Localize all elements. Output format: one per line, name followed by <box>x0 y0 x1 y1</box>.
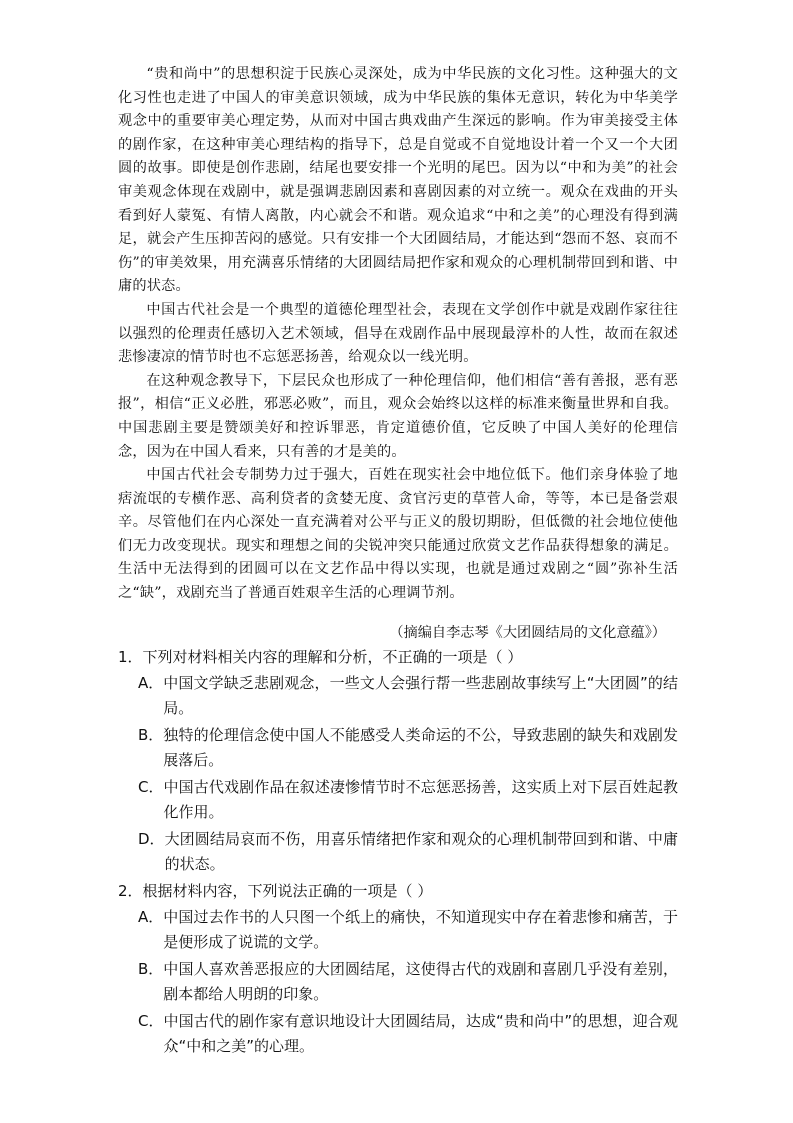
option-text: 中国古代的剧作家有意识地设计大团圆结局，达成“贵和尚中”的思想，迎合观众“中和之美”的心理。 <box>163 1012 678 1055</box>
passage-source: （摘编自李志琴《大团圆结局的文化意蕴》） <box>389 625 666 641</box>
option-text: 中国文学缺乏悲剧观念，一些文人会强行帮一些悲剧故事续写上“大团圆”的结局。 <box>163 674 678 717</box>
option-text: 大团圆结局哀而不伤，用喜乐情绪把作家和观众的心理机制带回到和谐、中庸的状态。 <box>164 830 678 873</box>
question-text: 根据材料内容，下列说法正确的一项是（ ） <box>142 882 433 900</box>
question-list <box>118 645 678 1061</box>
question-number: 2． <box>118 882 143 900</box>
option-letter: C． <box>138 1012 164 1030</box>
question-2 <box>118 879 678 1059</box>
option-text: 中国古代戏剧作品在叙述凄惨情节时不忘惩恶扬善，这实质上对下层百姓起教化作用。 <box>163 778 678 821</box>
reading-passage <box>118 63 678 606</box>
passage-paragraph-1: “贵和尚中”的思想积淀于民族心灵深处，成为中华民族的文化习性。这种强大的文化习性也走进了中国人的审美意识领域，成为中华民族的集体无意识，转化为中华美学观念中的重要审美心理定势，从而对中国古典戏曲产生深远的影响。作为审美接受主体的剧作家，在这种审美心理结构的指导下，总是自觉或不自觉地设计着一个又一个大团圆的故事。即使是创作悲剧，结尾也要安排一个光明的尾巴。因为以“中和为美”的社会审美观念体现在戏剧中，就是强调悲剧因素和喜剧因素的对立统一。观众在戏曲的开头看到好人蒙冤、有情人离散，内心就会不和谐。观众追求“中和之美”的心理没有得到满足，就会产生压抑苦闷的感觉。只有安排一个大团圆结局，才能达到“怨而不怒、哀而不伤”的审美效果，用充满喜乐情绪的大团圆结局把作家和观众的心理机制带回到和谐、中庸的状态。 <box>118 66 678 295</box>
option-letter: C． <box>138 778 164 796</box>
question-text: 下列对材料相关内容的理解和分析，不正确的一项是（ ） <box>142 648 523 666</box>
option-letter: B． <box>138 960 164 978</box>
question-number: 1． <box>118 648 143 666</box>
option-b <box>118 957 678 1007</box>
question-1 <box>118 645 678 877</box>
option-text: 中国过去作书的人只图一个纸上的痛快，不知道现实中存在着悲惨和痛苦，于是便形成了说谎的文学。 <box>163 908 678 951</box>
option-letter: A． <box>138 674 164 692</box>
option-letter: D． <box>138 830 165 848</box>
passage-paragraph-3: 在这种观念教导下，下层民众也形成了一种伦理信仰，他们相信“善有善报，恶有恶报”，相信“正义必胜，邪恶必败”，而且，观众会始终以这样的标准来衡量世界和自我。中国悲剧主要是赞颂美好和控诉罪恶，肯定道德价值，它反映了中国人美好的伦理信念，因为在中国人看来，只有善的才是美的。 <box>118 372 678 460</box>
option-b <box>118 723 678 773</box>
question-stem <box>118 645 678 670</box>
passage-paragraph-4: 中国古代社会专制势力过于强大，百姓在现实社会中地位低下。他们亲身体验了地痞流氓的专横作恶、高利贷者的贪婪无度、贪官污吏的草菅人命，等等，本已是备尝艰辛。尽管他们在内心深处一直充满着对公平与正义的殷切期盼，但低微的社会地位使他们无力改变现状。现实和理想之间的尖锐冲突只能通过欣赏文艺作品获得想象的满足。生活中无法得到的团圆可以在文艺作品中得以实现，也就是通过戏剧之“圆”弥补生活之“缺”，戏剧充当了普通百姓艰辛生活的心理调节剂。 <box>118 467 678 602</box>
option-text: 独特的伦理信念使中国人不能感受人类命运的不公，导致悲剧的缺失和戏剧发展落后。 <box>163 726 678 769</box>
option-a <box>118 671 678 721</box>
option-text: 中国人喜欢善恶报应的大团圆结尾，这使得古代的戏剧和喜剧几乎没有差别，剧本都给人明朗的印象。 <box>163 960 678 1003</box>
option-d <box>118 827 678 877</box>
option-letter: B． <box>138 726 164 744</box>
passage-paragraph-2: 中国古代社会是一个典型的道德伦理型社会，表现在文学创作中就是戏剧作家往往以强烈的伦理责任感切入艺术领域，倡导在戏剧作品中展现最淳朴的人性，故而在叙述悲惨凄凉的情节时也不忘惩恶扬善，给观众以一线光明。 <box>118 301 678 366</box>
option-a <box>118 905 678 955</box>
question-stem <box>118 879 678 904</box>
option-c <box>118 775 678 825</box>
option-c <box>118 1009 678 1059</box>
option-letter: A． <box>138 908 164 926</box>
